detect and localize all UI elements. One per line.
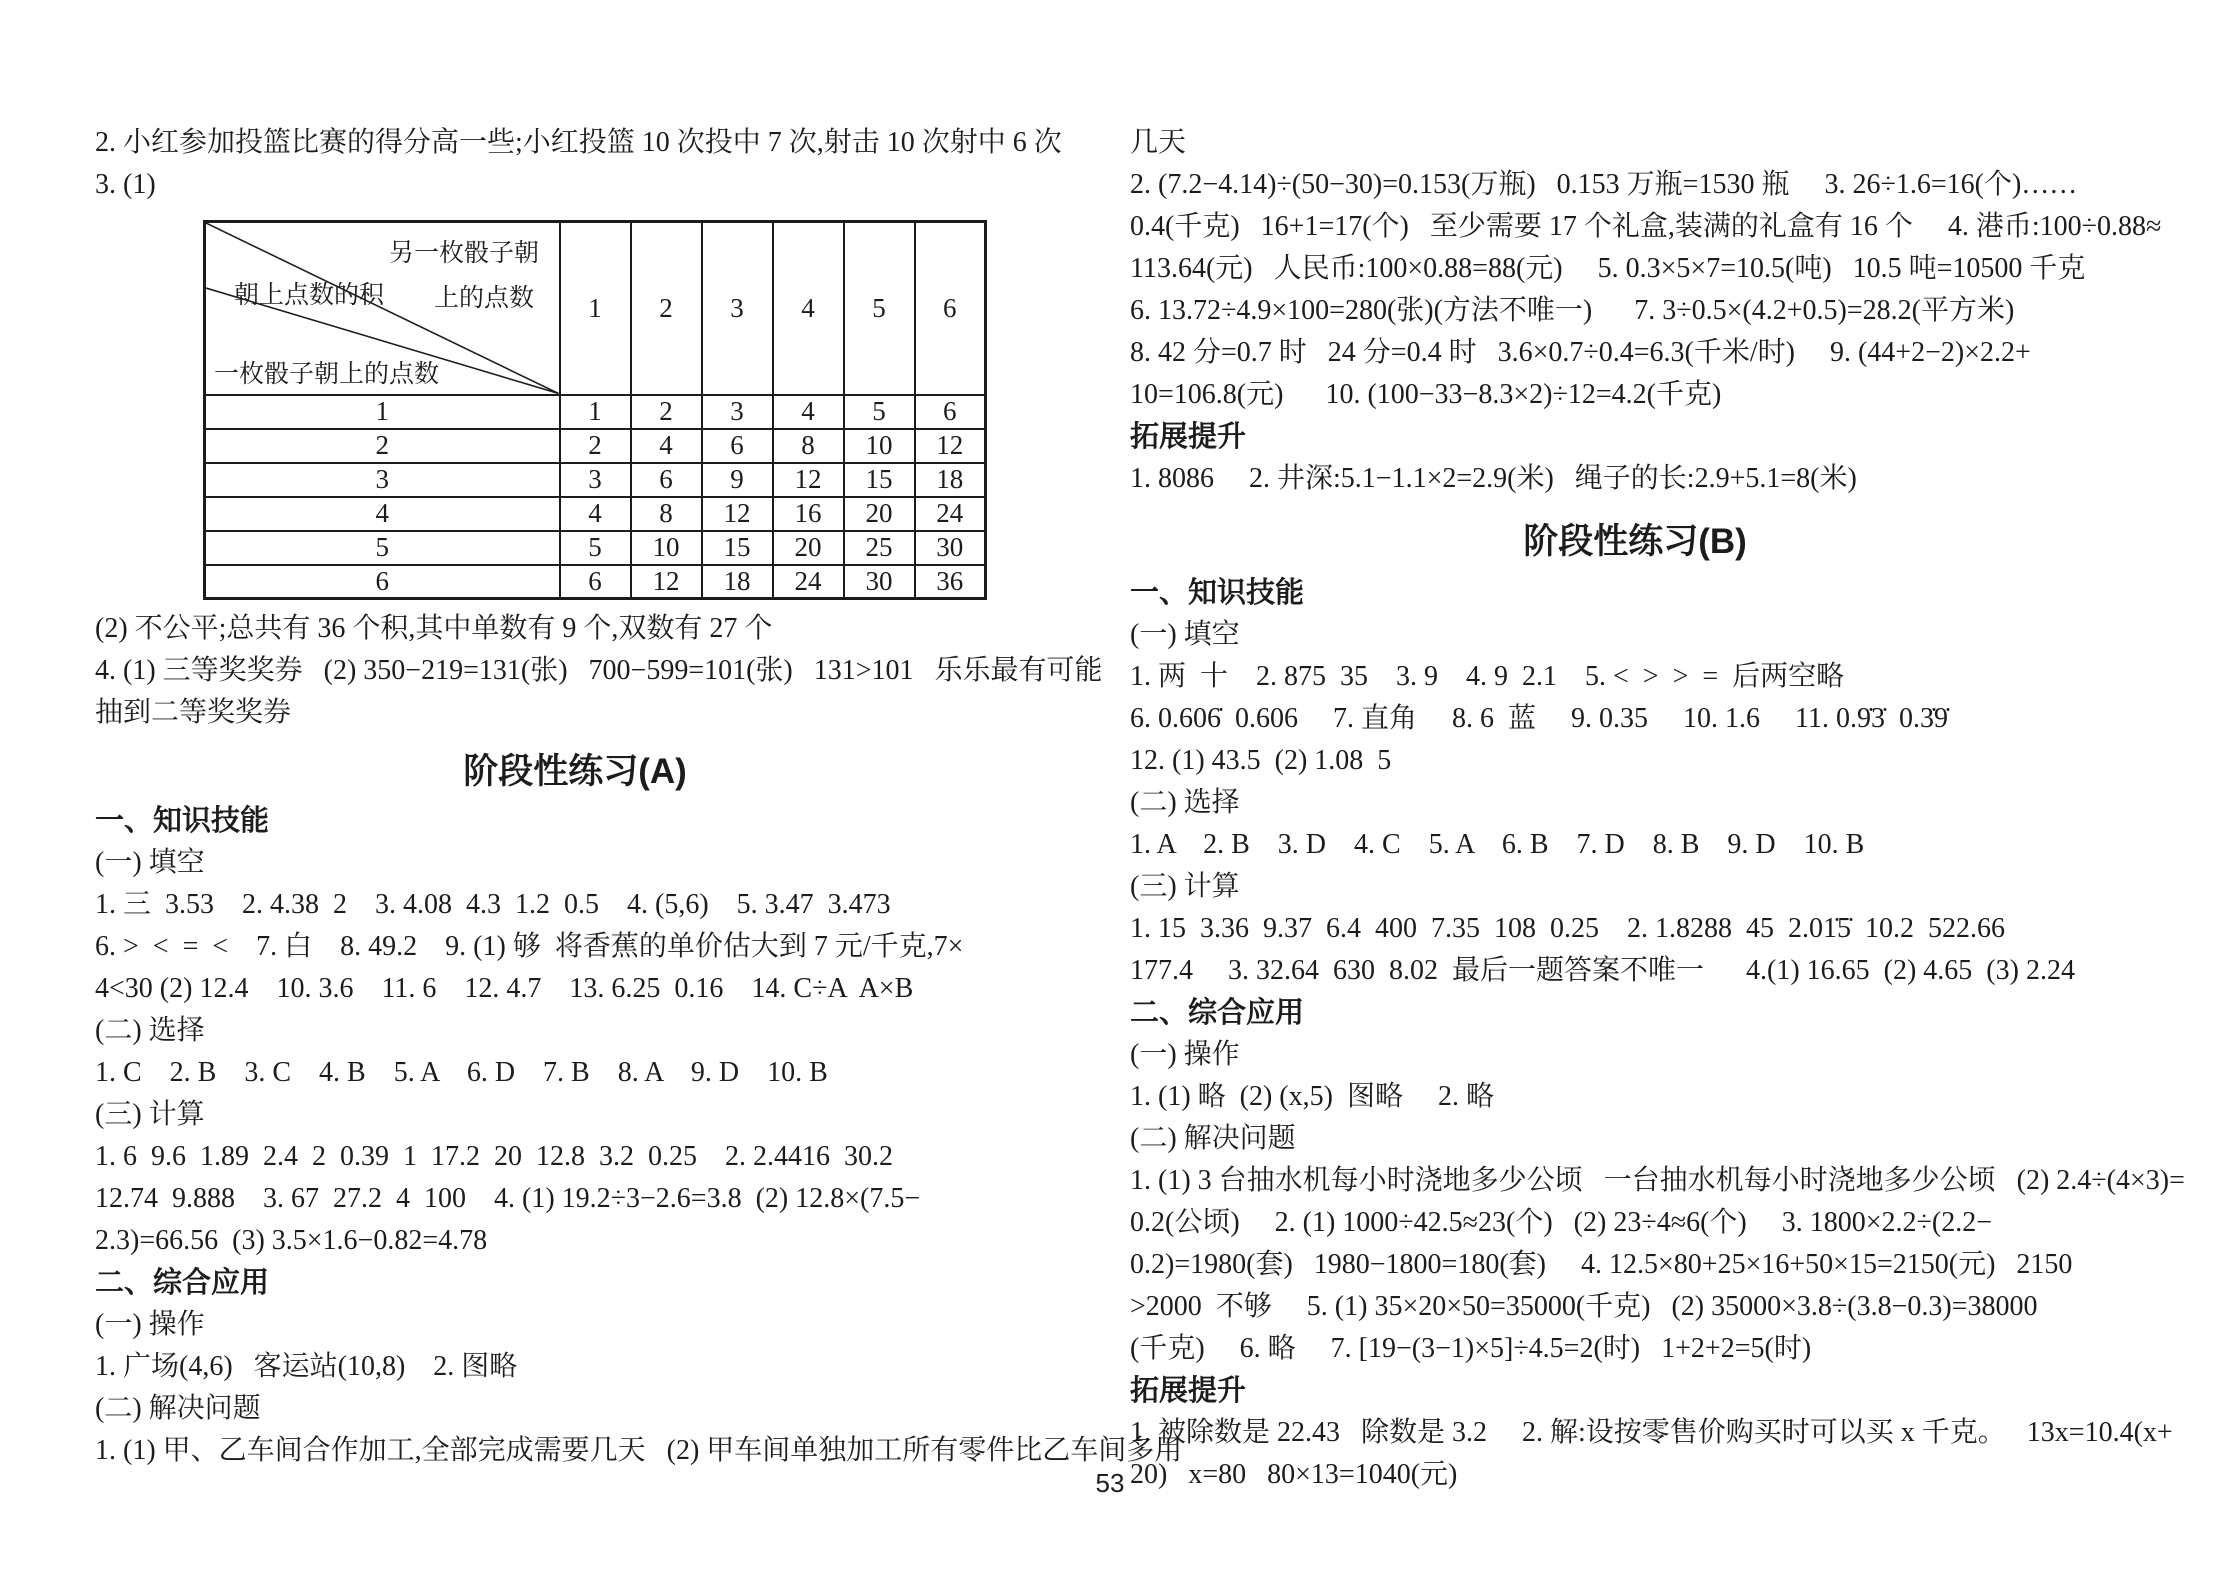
answer-line: 1. 15 3.36 9.37 6.4 400 7.35 108 0.25 2. 1.8288 45 2.01̇5̇ 10.2 522.66 <box>1130 913 2005 944</box>
section-title: 二、综合应用 <box>95 1267 270 1299</box>
answer-line: 177.4 3. 32.64 630 8.02 最后一题答案不唯一 4.(1) 16.65 (2) 4.65 (3) 2.24 <box>1130 955 2075 986</box>
subsection-title: (三) 计算 <box>95 1099 205 1130</box>
row-header: 2 <box>205 429 560 463</box>
column-header: 6 <box>915 222 986 395</box>
section-title: 一、知识技能 <box>1130 577 1305 609</box>
table-cell: 18 <box>915 463 986 497</box>
practice-b-heading: 阶段性练习(B) <box>1523 522 1747 561</box>
row-header: 4 <box>205 497 560 531</box>
answer-line: 113.64(元) 人民币:100×0.88=88(元) 5. 0.3×5×7=10.5(吨) 10.5 吨=10500 千克 <box>1130 253 2086 284</box>
table-cell: 5 <box>560 531 631 565</box>
table-cell: 10 <box>844 429 915 463</box>
subsection-title: (二) 解决问题 <box>1130 1123 1296 1154</box>
column-header: 4 <box>773 222 844 395</box>
table-cell: 30 <box>915 531 986 565</box>
section-title: 拓展提升 <box>1130 421 1247 453</box>
table-cell: 4 <box>773 395 844 429</box>
table-cell: 15 <box>844 463 915 497</box>
table-header-row <box>205 222 986 395</box>
table-cell: 1 <box>560 395 631 429</box>
table-cell: 4 <box>631 429 702 463</box>
answer-line: 4. (1) 三等奖奖券 (2) 350−219=131(张) 700−599=101(张) 131>101 乐乐最有可能 <box>95 655 1103 686</box>
table-cell: 12 <box>915 429 986 463</box>
answer-line: 1. 被除数是 22.43 除数是 3.2 2. 解:设按零售价购买时可以买 x 千克。 13x=10.4(x+ <box>1130 1417 2173 1448</box>
dice-product-table <box>203 220 987 600</box>
column-header: 1 <box>560 222 631 395</box>
answer-line: 1. 三 3.53 2. 4.38 2 3. 4.08 4.3 1.2 0.5 4. (5,6) 5. 3.47 3.473 <box>95 889 891 920</box>
table-cell: 20 <box>773 531 844 565</box>
answer-line: 6. > < = < 7. 白 8. 49.2 9. (1) 够 将香蕉的单价估大到 7 元/千克,7× <box>95 931 964 962</box>
table-cell: 5 <box>844 395 915 429</box>
answer-line: (2) 不公平;总共有 36 个积,其中单数有 9 个,双数有 27 个 <box>95 613 773 644</box>
table-cell: 25 <box>844 531 915 565</box>
answer-line: 1. C 2. B 3. C 4. B 5. A 6. D 7. B 8. A 9. D 10. B <box>95 1057 828 1088</box>
table-row <box>205 395 986 429</box>
answer-line: 1. 广场(4,6) 客运站(10,8) 2. 图略 <box>95 1351 518 1382</box>
table-row <box>205 565 986 599</box>
answer-line: 1. (1) 甲、乙车间合作加工,全部完成需要几天 (2) 甲车间单独加工所有零件比乙车间多用 <box>95 1435 1183 1466</box>
table-cell: 10 <box>631 531 702 565</box>
row-header: 6 <box>205 565 560 599</box>
table-cell: 12 <box>773 463 844 497</box>
table-row <box>205 429 986 463</box>
table-cell: 4 <box>560 497 631 531</box>
corner-label-one-die: 一枚骰子朝上的点数 <box>214 361 440 388</box>
right-column <box>1130 122 2185 1496</box>
table-cell: 6 <box>702 429 773 463</box>
subsection-title: (一) 填空 <box>1130 619 1240 650</box>
column-header: 2 <box>631 222 702 395</box>
answer-line: 20) x=80 80×13=1040(元) <box>1130 1459 1458 1490</box>
subsection-title: (二) 选择 <box>95 1015 205 1046</box>
answer-line: 1. (1) 略 (2) (x,5) 图略 2. 略 <box>1130 1081 1494 1112</box>
column-header: 5 <box>844 222 915 395</box>
answer-line: 2. (7.2−4.14)÷(50−30)=0.153(万瓶) 0.153 万瓶=1530 瓶 3. 26÷1.6=16(个)…… <box>1130 169 2078 200</box>
row-header: 5 <box>205 531 560 565</box>
table-cell: 24 <box>915 497 986 531</box>
answer-line: 3. (1) <box>95 169 156 200</box>
table-cell: 18 <box>702 565 773 599</box>
table-cell: 16 <box>773 497 844 531</box>
answer-line: 0.2)=1980(套) 1980−1800=180(套) 4. 12.5×80+25×16+50×15=2150(元) 2150 <box>1130 1249 2073 1280</box>
subsection-title: (二) 解决问题 <box>95 1393 261 1424</box>
answer-line: 12. (1) 43.5 (2) 1.08 5 <box>1130 745 1392 776</box>
table-cell: 2 <box>560 429 631 463</box>
table-corner-cell <box>205 222 560 395</box>
table-cell: 36 <box>915 565 986 599</box>
answer-line: >2000 不够 5. (1) 35×20×50=35000(千克) (2) 35000×3.8÷(3.8−0.3)=38000 <box>1130 1291 2038 1322</box>
answer-line: 抽到二等奖奖券 <box>95 697 292 728</box>
section-title: 拓展提升 <box>1130 1375 1247 1407</box>
table-cell: 30 <box>844 565 915 599</box>
table-cell: 3 <box>560 463 631 497</box>
column-header: 3 <box>702 222 773 395</box>
subsection-title: (一) 填空 <box>95 847 205 878</box>
table-row <box>205 497 986 531</box>
answer-line: 0.4(千克) 16+1=17(个) 至少需要 17 个礼盒,装满的礼盒有 16 个 4. 港币:100÷0.88≈ <box>1130 211 2162 242</box>
table-cell: 12 <box>702 497 773 531</box>
table-cell: 6 <box>631 463 702 497</box>
table-cell: 8 <box>631 497 702 531</box>
answer-line: 1. A 2. B 3. D 4. C 5. A 6. B 7. D 8. B 9. D 10. B <box>1130 829 1865 860</box>
answer-line: 1. 两 十 2. 875 35 3. 9 4. 9 2.1 5. < > > = 后两空略 <box>1130 661 1845 692</box>
page-number: 53 <box>1095 1468 1125 1498</box>
row-header: 1 <box>205 395 560 429</box>
subsection-title: (二) 选择 <box>1130 787 1240 818</box>
table-cell: 6 <box>560 565 631 599</box>
answer-line: (千克) 6. 略 7. [19−(3−1)×5]÷4.5=2(时) 1+2+2=5(时) <box>1130 1333 1812 1364</box>
corner-label-other-die-2: 上的点数 <box>434 285 535 312</box>
subsection-title: (三) 计算 <box>1130 871 1240 902</box>
practice-a-heading: 阶段性练习(A) <box>463 752 687 791</box>
answer-line: 1. 6 9.6 1.89 2.4 2 0.39 1 17.2 20 12.8 3.2 0.25 2. 2.4416 30.2 <box>95 1141 893 1172</box>
answer-line: 12.74 9.888 3. 67 27.2 4 100 4. (1) 19.2÷3−2.6=3.8 (2) 12.8×(7.5− <box>95 1183 921 1214</box>
corner-label-other-die: 另一枚骰子朝 <box>389 240 540 267</box>
table-cell: 2 <box>631 395 702 429</box>
answer-line: 2. 小红参加投篮比赛的得分高一些;小红投篮 10 次投中 7 次,射击 10 次射中 6 次 <box>95 127 1062 158</box>
answer-line: 1. 8086 2. 井深:5.1−1.1×2=2.9(米) 绳子的长:2.9+5.1=8(米) <box>1130 463 1857 494</box>
section-title: 二、综合应用 <box>1130 997 1305 1029</box>
table-row <box>205 531 986 565</box>
answer-line: 2.3)=66.56 (3) 3.5×1.6−0.82=4.78 <box>95 1225 488 1256</box>
table-cell: 24 <box>773 565 844 599</box>
section-title: 一、知识技能 <box>95 805 270 837</box>
table-cell: 6 <box>915 395 986 429</box>
answer-line: 6. 13.72÷4.9×100=280(张)(方法不唯一) 7. 3÷0.5×(4.2+0.5)=28.2(平方米) <box>1130 295 2015 326</box>
corner-label-product: 朝上点数的积 <box>234 282 385 309</box>
table-cell: 8 <box>773 429 844 463</box>
answer-line: 几天 <box>1130 127 1187 158</box>
answer-line: 1. (1) 3 台抽水机每小时浇地多少公顷 一台抽水机每小时浇地多少公顷 (2) 2.4÷(4×3)= <box>1130 1165 2185 1196</box>
answer-line: 4<30 (2) 12.4 10. 3.6 11. 6 12. 4.7 13. 6.25 0.16 14. C÷A A×B <box>95 973 914 1004</box>
table-cell: 15 <box>702 531 773 565</box>
answer-line: 10=106.8(元) 10. (100−33−8.3×2)÷12=4.2(千克) <box>1130 379 1722 410</box>
row-header: 3 <box>205 463 560 497</box>
table-cell: 3 <box>702 395 773 429</box>
table-cell: 12 <box>631 565 702 599</box>
answer-line: 8. 42 分=0.7 时 24 分=0.4 时 3.6×0.7÷0.4=6.3(千米/时) 9. (44+2−2)×2.2+ <box>1130 337 2031 368</box>
subsection-title: (一) 操作 <box>1130 1039 1240 1070</box>
table-cell: 9 <box>702 463 773 497</box>
table-row <box>205 463 986 497</box>
left-column <box>95 122 1183 1472</box>
answer-line: 0.2(公顷) 2. (1) 1000÷42.5≈23(个) (2) 23÷4≈6(个) 3. 1800×2.2÷(2.2− <box>1130 1207 1992 1238</box>
answer-line: 6. 0.606̇ 0.606 7. 直角 8. 6 蓝 9. 0.35 10. 1.6 11. 0.9̇3̇ 0.3̇9̇ <box>1130 703 1948 734</box>
subsection-title: (一) 操作 <box>95 1309 205 1340</box>
table-cell: 20 <box>844 497 915 531</box>
